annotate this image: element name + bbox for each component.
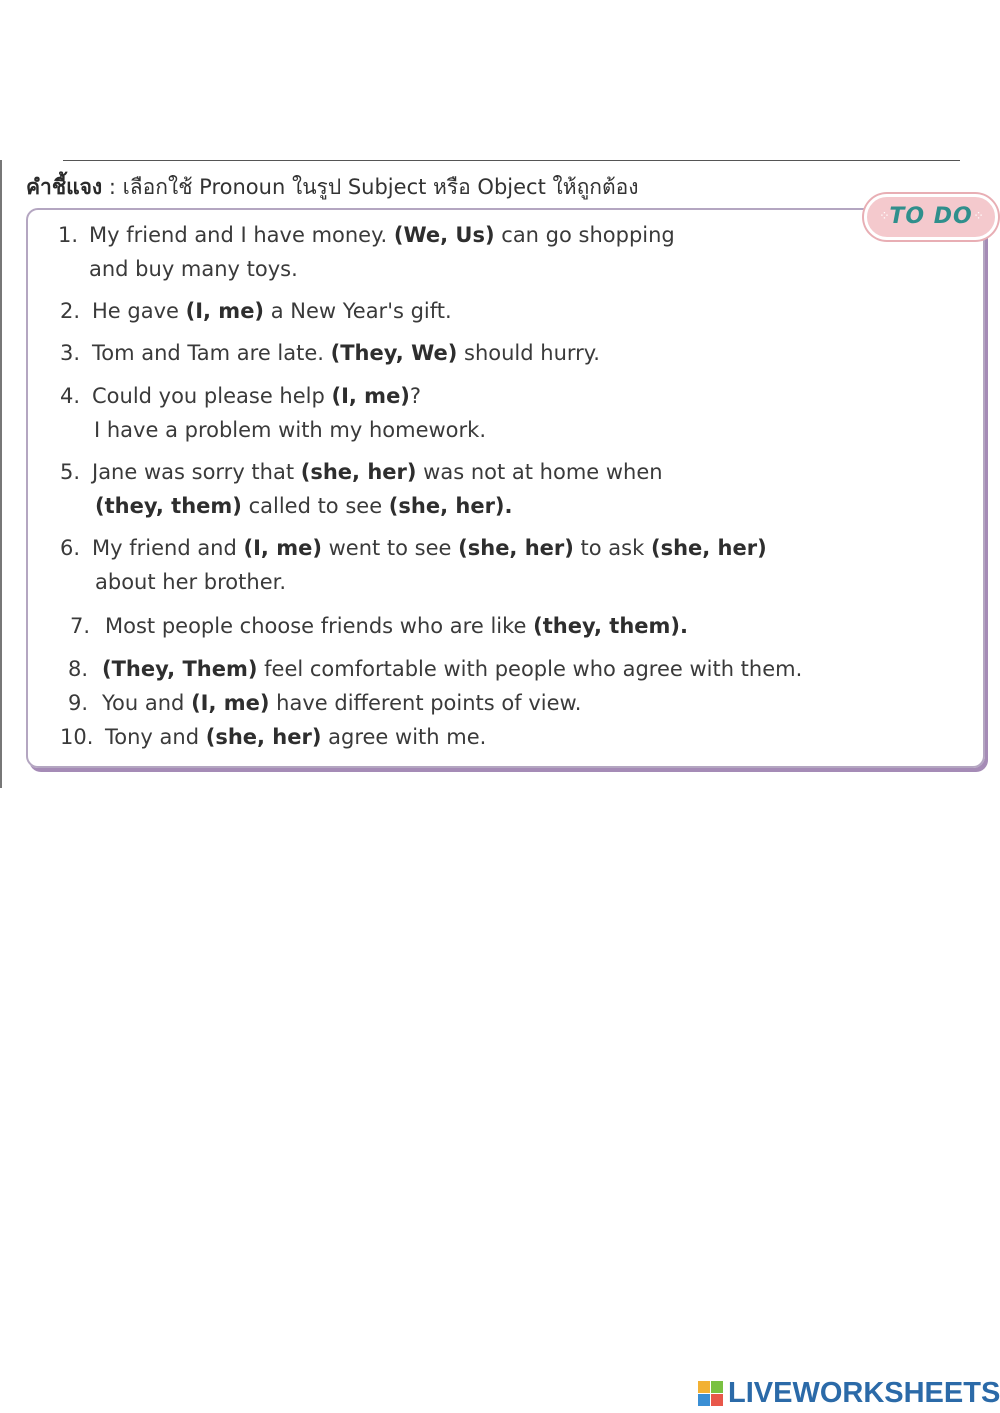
question-4-line-1 [92, 379, 421, 413]
pronoun-choice[interactable]: (I, me) [191, 691, 270, 715]
question-text: ? [409, 384, 422, 408]
badge-dots-right-icon: ⁘ [973, 209, 985, 224]
instruction-separator: : [102, 175, 123, 199]
question-number: 8. [68, 657, 89, 681]
left-edge-line [0, 160, 2, 788]
pronoun-choice[interactable]: (They, Them) [102, 657, 258, 681]
question-5-line-1 [92, 455, 663, 489]
pronoun-choice[interactable]: (We, Us) [393, 223, 495, 247]
pronoun-choice[interactable]: (I, me) [243, 536, 322, 560]
question-text: went to see [321, 536, 459, 560]
question-10-line-1 [105, 720, 486, 754]
question-text: can go shopping [494, 223, 675, 247]
question-number: 3. [60, 341, 81, 365]
question-number: 1. [58, 223, 79, 247]
question-1-line-2 [89, 252, 298, 286]
question-number: 5. [60, 460, 81, 484]
liveworksheets-brand-text: LIVEWORKSHEETS [728, 1377, 1000, 1409]
pronoun-choice[interactable]: (she, her) [205, 725, 322, 749]
question-1-line-1 [89, 218, 675, 252]
logo-square-green [711, 1381, 723, 1393]
pronoun-choice[interactable]: (I, me) [331, 384, 410, 408]
question-text: was not at home when [416, 460, 663, 484]
pronoun-choice[interactable]: (They, We) [330, 341, 458, 365]
pronoun-choice[interactable]: (they, them) [95, 494, 242, 518]
question-9-line-1 [102, 686, 581, 720]
question-3-line-1 [92, 336, 600, 370]
question-text: agree with me. [321, 725, 487, 749]
question-text: to ask [573, 536, 651, 560]
pronoun-choice[interactable]: (I, me) [185, 299, 265, 323]
question-text: My friend and [92, 536, 244, 560]
todo-badge [864, 194, 998, 240]
question-text: Tom and Tam are late. [92, 341, 331, 365]
pronoun-choice[interactable]: (she, her). [388, 494, 513, 518]
pronoun-choice[interactable]: (she, her) [458, 536, 574, 560]
top-divider [63, 160, 960, 161]
question-5-line-2 [95, 489, 513, 523]
question-text: Could you please help [92, 384, 332, 408]
pronoun-choice[interactable]: (she, her) [300, 460, 417, 484]
todo-badge-label: TO DO [889, 204, 973, 229]
question-number: 7. [70, 614, 91, 638]
question-text: called to see [241, 494, 389, 518]
question-text: He gave [92, 299, 186, 323]
question-7-line-1 [105, 609, 688, 643]
question-text: feel comfortable with people who agree with them. [257, 657, 803, 681]
badge-dots-left-icon: ⁘ [879, 209, 891, 224]
question-8-line-1 [102, 652, 802, 686]
question-number: 6. [60, 536, 81, 560]
question-text: have different points of view. [269, 691, 582, 715]
instruction-text: เลือกใช้ Pronoun ในรูป Subject หรือ Object ให้ถูกต้อง [122, 175, 639, 199]
question-text: You and [102, 691, 192, 715]
pronoun-choice[interactable]: (they, them). [533, 614, 688, 638]
instruction-line [26, 172, 639, 202]
question-text: Jane was sorry that [92, 460, 301, 484]
liveworksheets-logo [698, 1377, 1000, 1409]
question-text: Most people choose friends who are like [105, 614, 534, 638]
pronoun-choice[interactable]: (she, her) [650, 536, 767, 560]
question-number: 4. [60, 384, 81, 408]
liveworksheets-mark-icon [698, 1381, 724, 1407]
question-text: My friend and I have money. [89, 223, 394, 247]
question-6-line-2 [95, 565, 286, 599]
question-number: 2. [60, 299, 81, 323]
question-number: 9. [68, 691, 89, 715]
logo-square-yellow [698, 1381, 710, 1393]
question-text: a New Year's gift. [264, 299, 452, 323]
question-text: I have a problem with my homework. [94, 418, 486, 442]
instruction-label: คำชี้แจง [26, 175, 103, 199]
logo-square-blue [698, 1394, 710, 1406]
question-text: should hurry. [457, 341, 600, 365]
question-number: 10. [60, 725, 94, 749]
question-text: Tony and [105, 725, 206, 749]
question-6-line-1 [92, 531, 767, 565]
question-text: about her brother. [95, 570, 286, 594]
question-2-line-1 [92, 294, 452, 328]
logo-square-red [711, 1394, 723, 1406]
question-text: and buy many toys. [89, 257, 298, 281]
question-4-line-2 [94, 413, 486, 447]
